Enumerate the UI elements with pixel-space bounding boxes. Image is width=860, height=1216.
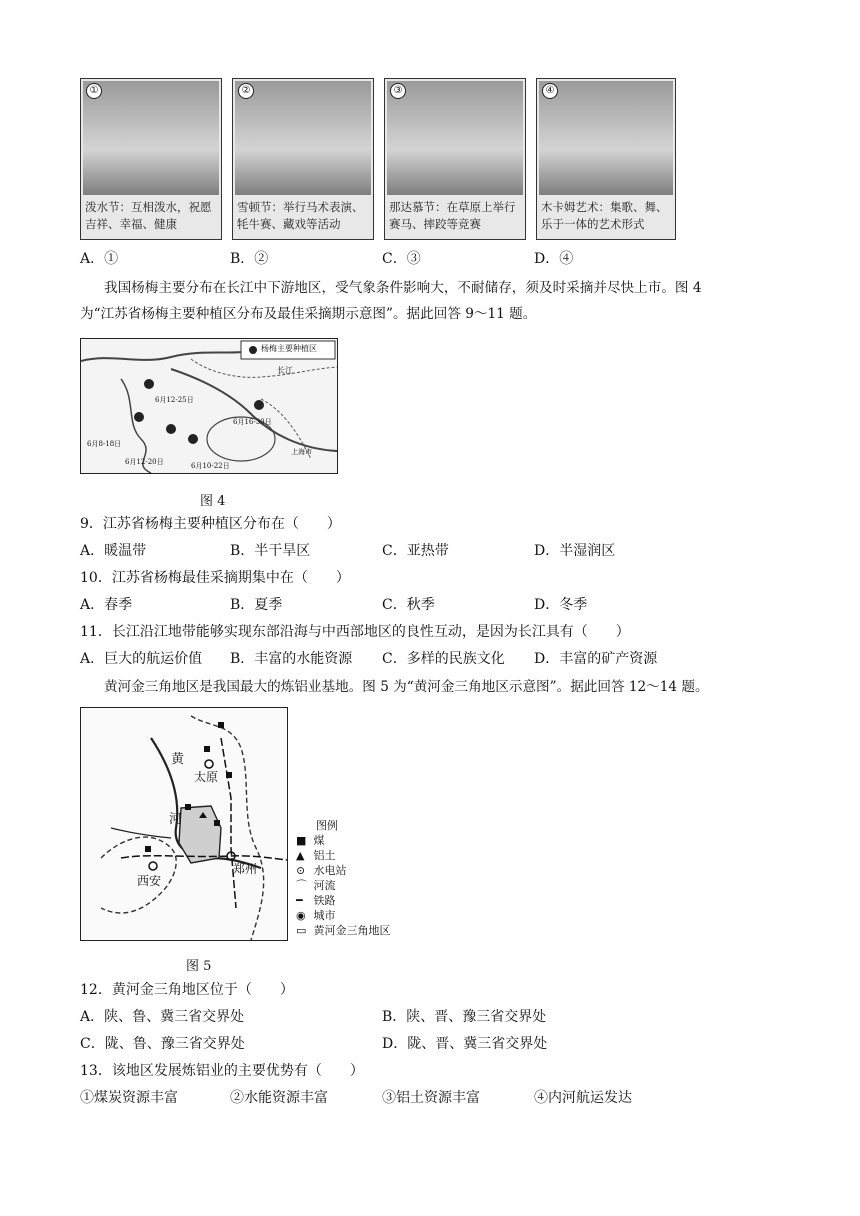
yellow-river-triangle-map	[81, 708, 287, 940]
option-a[interactable]: A．暖温带	[80, 543, 147, 559]
festival-image	[235, 81, 371, 195]
option-b[interactable]: B．半干旱区	[230, 543, 311, 559]
statement-4: ④内河航运发达	[534, 1090, 632, 1106]
legend-hydropower: ⊙ 水电站	[296, 864, 347, 877]
statement-3: ③铝土资源丰富	[382, 1090, 480, 1106]
figure-5-caption: 图 5	[186, 959, 212, 974]
legend-coal: ■ 煤	[296, 834, 325, 847]
photo-number: ④	[542, 83, 558, 99]
photo-caption: 泼水节：互相泼水，祝愿吉祥、幸福、健康	[85, 200, 212, 231]
option-a[interactable]: A．巨大的航运价值	[80, 651, 203, 667]
q12-options-row1	[80, 1006, 800, 1028]
q13-stem: 13．该地区发展炼铝业的主要优势有（ ）	[80, 1063, 364, 1079]
map4-label: 6月8-18日	[87, 440, 122, 448]
place-label: 黄	[171, 752, 185, 767]
photo-number: ①	[86, 83, 102, 99]
photo-2	[232, 78, 374, 240]
place-label: 西安	[137, 874, 162, 888]
photo-caption: 那达慕节：在草原上举行赛马、摔跤等竞赛	[389, 200, 516, 231]
photo-3	[384, 78, 526, 240]
passage-1-line-1: 我国杨梅主要分布在长江中下游地区，受气象条件影响大，不耐储存，须及时采摘并尽快上市。图 4	[104, 280, 702, 296]
q8-options	[80, 248, 800, 270]
q10-options	[80, 594, 800, 616]
q9-stem: 9．江苏省杨梅主要种植区分布在（ ）	[80, 516, 341, 532]
map-figure-4	[80, 338, 338, 474]
coal-icon: ■	[296, 834, 307, 847]
railway-icon: ━	[296, 894, 303, 907]
map4-label: 6月10-22日	[191, 462, 230, 470]
place-label: 河	[169, 812, 183, 827]
passage-2: 黄河金三角地区是我国最大的炼铝业基地。图 5 为“黄河金三角地区示意图”。据此回答 12～14 题。	[104, 679, 709, 695]
statement-1: ①煤炭资源丰富	[80, 1090, 178, 1106]
option-c[interactable]: C．陇、鲁、豫三省交界处	[80, 1036, 245, 1052]
statement-2: ②水能资源丰富	[230, 1090, 328, 1106]
legend-railway: ━ 铁路	[296, 894, 336, 907]
place-label: 郑州	[233, 862, 258, 876]
option-d[interactable]: D．陇、晋、冀三省交界处	[382, 1036, 548, 1052]
option-d[interactable]: D．丰富的矿产资源	[534, 651, 658, 667]
option-d[interactable]: D．半湿润区	[534, 543, 616, 559]
city-icon: ◉	[296, 909, 306, 922]
q9-options	[80, 540, 800, 562]
region-icon: ▭	[296, 924, 307, 937]
photo-1	[80, 78, 222, 240]
legend-river: ⌒ 河流	[296, 879, 336, 892]
q11-options	[80, 648, 800, 670]
hydropower-icon: ⊙	[296, 864, 306, 877]
festival-image	[83, 81, 219, 195]
map4-label: 6月16-30日	[233, 418, 272, 426]
option-b[interactable]: B．陕、晋、豫三省交界处	[382, 1009, 547, 1025]
option-c[interactable]: C．秋季	[382, 597, 435, 613]
map4-label: 上海市	[291, 448, 312, 456]
legend-region: ▭ 黄河金三角地区	[296, 924, 391, 937]
option-a[interactable]: A．春季	[80, 597, 133, 613]
q12-stem: 12．黄河金三角地区位于（ ）	[80, 982, 294, 998]
map5-legend	[296, 818, 391, 938]
option-d[interactable]: D．冬季	[534, 597, 588, 613]
legend-bauxite: ▲ 铝土	[296, 849, 336, 862]
q12-options-row2	[80, 1033, 800, 1055]
figure-4-caption: 图 4	[200, 494, 226, 509]
option-a[interactable]: A．①	[80, 251, 119, 267]
passage-1-line-2: 为“江苏省杨梅主要种植区分布及最佳采摘期示意图”。据此回答 9～11 题。	[80, 306, 537, 322]
photo-caption: 木卡姆艺术：集歌、舞、乐于一体的艺术形式	[541, 200, 668, 231]
festival-image	[539, 81, 673, 195]
legend-title: 图例	[316, 819, 338, 832]
photo-number: ③	[390, 83, 406, 99]
bauxite-icon: ▲	[296, 849, 305, 862]
legend-city: ◉ 城市	[296, 909, 336, 922]
festival-image	[387, 81, 523, 195]
river-icon: ⌒	[296, 879, 307, 892]
photo-number: ②	[238, 83, 254, 99]
place-label: 太原	[194, 770, 219, 784]
q10-stem: 10．江苏省杨梅最佳采摘期集中在（ ）	[80, 570, 350, 586]
q13-options	[80, 1087, 800, 1109]
map4-label: 6月12-25日	[155, 396, 194, 404]
map-figure-5	[80, 707, 288, 941]
option-d[interactable]: D．④	[534, 251, 574, 267]
q11-stem: 11．长江沿江地带能够实现东部沿海与中西部地区的良性互动，是因为长江具有（ ）	[80, 624, 630, 640]
option-b[interactable]: B．②	[230, 251, 269, 267]
photo-4	[536, 78, 676, 240]
option-c[interactable]: C．多样的民族文化	[382, 651, 505, 667]
option-a[interactable]: A．陕、鲁、冀三省交界处	[80, 1009, 245, 1025]
map4-legend: 杨梅主要种植区	[261, 344, 317, 353]
map4-label: 6月12-20日	[125, 458, 164, 466]
option-c[interactable]: C．③	[382, 251, 421, 267]
option-b[interactable]: B．丰富的水能资源	[230, 651, 353, 667]
map4-label: 长江	[277, 366, 293, 375]
option-b[interactable]: B．夏季	[230, 597, 283, 613]
photo-caption: 雪顿节：举行马术表演、牦牛赛、藏戏等活动	[237, 200, 364, 231]
option-c[interactable]: C．亚热带	[382, 543, 449, 559]
